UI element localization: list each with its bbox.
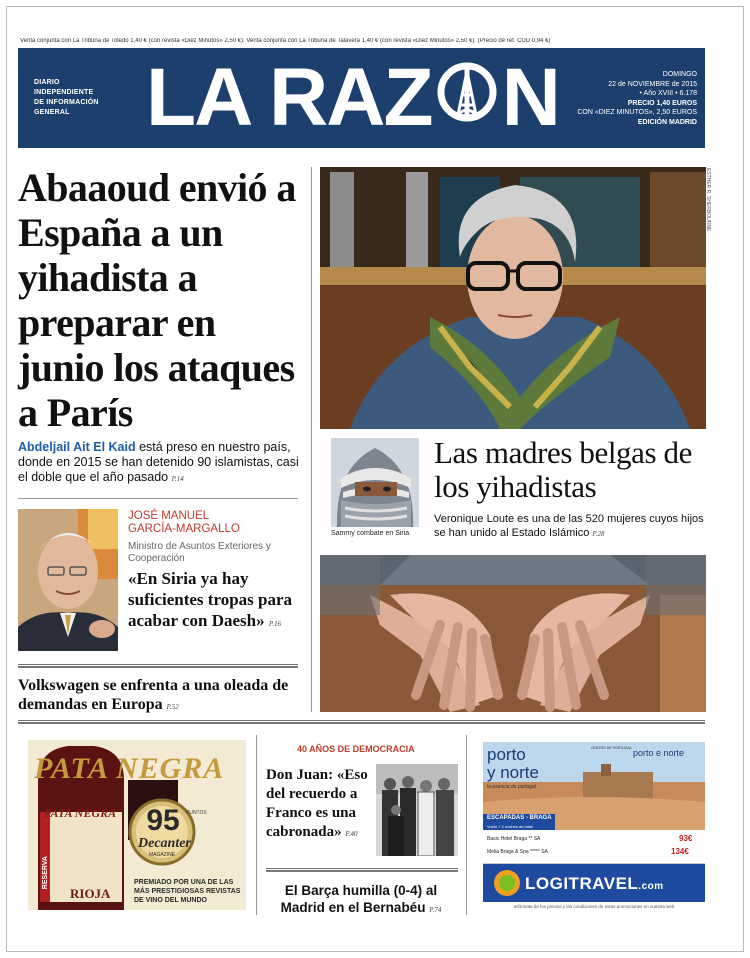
price: PRECIO 1,40 EUROS — [627, 99, 697, 107]
margallo-photo — [18, 509, 118, 651]
page-ref: P.28 — [592, 530, 605, 538]
tagline-line: INDEPENDIENTE — [34, 89, 94, 96]
ad-disclaimer: Infórmate de los precios y las condiciones de estas promociones en nuestra web — [513, 904, 675, 909]
price-combo: CON «DIEZ MINUTOS», 2,50 EUROS — [577, 109, 697, 116]
porto-brand: porto e norte — [633, 748, 685, 758]
tagline-line: DIARIO — [34, 79, 60, 86]
logo-text-left: LA RAZ — [146, 52, 432, 143]
hotel-2: Melia Braga & Spa ***** SA — [487, 849, 548, 855]
ad-pata-negra[interactable] — [28, 740, 246, 910]
page-ref: P.16 — [268, 620, 282, 628]
edition: EDICIÓN MADRID — [637, 118, 697, 126]
newspaper-logo[interactable] — [146, 54, 559, 142]
lead-name: Abdeljail Ait El Kaid — [18, 440, 136, 454]
logi-text: LOGITRAVEL — [525, 874, 639, 893]
award-line: DE VINO DEL MUNDO — [134, 897, 207, 904]
barca-headline[interactable] — [266, 882, 456, 916]
porto-title — [487, 746, 539, 782]
page-ref: P.40 — [345, 830, 358, 838]
porto-brand-small: CENTRO DE PORTUGAL — [591, 746, 632, 750]
section-divider — [18, 498, 298, 499]
interviewee-name — [128, 510, 240, 536]
tagline-line: DE INFORMACIÓN — [34, 99, 99, 106]
logi-domain: .com — [638, 881, 664, 892]
hotel-1: Basic Hotel Braga ** SA — [487, 836, 541, 842]
page-ref: P.52 — [166, 703, 179, 711]
name-line: GARCÍA-MARGALLO — [128, 523, 240, 535]
pata-negra-brand: PATA NEGRA — [34, 752, 225, 785]
column-divider — [311, 167, 312, 712]
mothers-text-body: Veronique Loute es una de las 520 mujeres cuyos hijos se han unido al Estado Islámico — [434, 513, 704, 539]
name-line: JOSÉ MANUEL — [128, 510, 210, 522]
pata-negra-label: PATA NEGRA — [44, 806, 117, 820]
escapadas-band: ESCAPADAS - BRAGA — [487, 815, 552, 821]
price-2: 134€ — [671, 847, 689, 856]
democracy-headline[interactable] — [266, 766, 384, 842]
masthead-dateline — [577, 70, 697, 127]
escapadas-sub: Vuelo + 2 noches de hotel — [487, 824, 534, 829]
issue-number: • Año XVIII • 6.178 — [639, 90, 697, 97]
date: 22 de NOVIEMBRE de 2015 — [608, 80, 697, 88]
porto-title-line: y norte — [487, 763, 539, 782]
score-unit: PUNTOS — [186, 810, 207, 816]
porto-subtitle: la esencia de portugal — [487, 784, 536, 790]
topline-prices: Venta conjunta con La Tribuna de Toledo 1,40 € (con revista «Diez Minutos» 2,50 €). Venta conjunta con La Tribuna de Talavera 1,40 € (con revista «Diez Minutos» 2,50 €). (Precio de ref. CUD 0,94 €) — [20, 38, 551, 44]
vw-text: Volkswagen se enfrenta a una oleada de demandas en Europa — [18, 677, 289, 713]
masthead-tagline — [34, 78, 99, 118]
logitravel-logo[interactable] — [525, 874, 664, 894]
democracy-kicker: 40 AÑOS DE DEMOCRACIA — [297, 744, 415, 754]
award-text — [134, 878, 244, 905]
price-1: 93€ — [679, 834, 693, 843]
award-line: PREMIADO POR UNA DE LAS — [134, 879, 234, 886]
double-divider — [18, 720, 705, 724]
photo-credit: ESTHER R. SHERBOURNE — [705, 168, 711, 232]
page-ref: P.14 — [171, 475, 184, 483]
royal-family-photo — [376, 764, 458, 856]
lead-text: está preso en nuestro país, donde en 2015 se han detenido 90 islamistas, casi el doble que el año pasado — [18, 440, 299, 484]
main-lead — [18, 440, 303, 485]
tagline-line: GENERAL — [34, 109, 70, 116]
double-divider — [18, 664, 298, 668]
main-headline[interactable]: Abaaoud envió a España a un yihadista a preparar en junio los ataques a París — [18, 165, 296, 435]
peace-eiffel-icon — [436, 61, 498, 123]
column-divider — [466, 735, 467, 915]
mothers-headline[interactable]: Las madres belgas de los yihadistas — [434, 435, 692, 504]
hands-photo — [320, 555, 706, 712]
democracy-text: Don Juan: «Eso del recuerdo a Franco es una cabronada» — [266, 767, 368, 840]
rioja-label: RIOJA — [70, 886, 111, 901]
interviewee-role: Ministro de Asuntos Exteriores y Cooperación — [128, 541, 271, 564]
magazine-sub: MAGAZINE — [148, 852, 176, 858]
decanter-label: Decanter — [138, 836, 191, 851]
ad-porto-norte[interactable] — [483, 742, 705, 902]
mothers-text — [434, 512, 706, 540]
interview-quote[interactable] — [128, 568, 303, 631]
logo-text-right: N — [501, 52, 559, 143]
volkswagen-headline[interactable] — [18, 676, 303, 714]
column-divider — [256, 735, 257, 915]
award-line: MÁS PRESTIGIOSAS REVISTAS — [134, 888, 241, 895]
sammy-photo — [331, 438, 419, 527]
quote-text: «En Siria ya hay suficientes tropas para acabar con Daesh» — [128, 569, 293, 630]
day: DOMINGO — [662, 71, 697, 78]
porto-title-line: porto — [487, 745, 526, 764]
double-divider — [266, 868, 458, 872]
sammy-caption: Sammy combate en Siria — [331, 530, 410, 537]
barca-text: El Barça humilla (0-4) al Madrid en el Bernabéu — [280, 883, 438, 915]
veronique-photo — [320, 167, 706, 429]
reserva-label: RESERVA — [42, 856, 49, 890]
page-ref: P.74 — [429, 906, 442, 914]
masthead — [18, 48, 705, 148]
score: 95 — [146, 804, 180, 837]
